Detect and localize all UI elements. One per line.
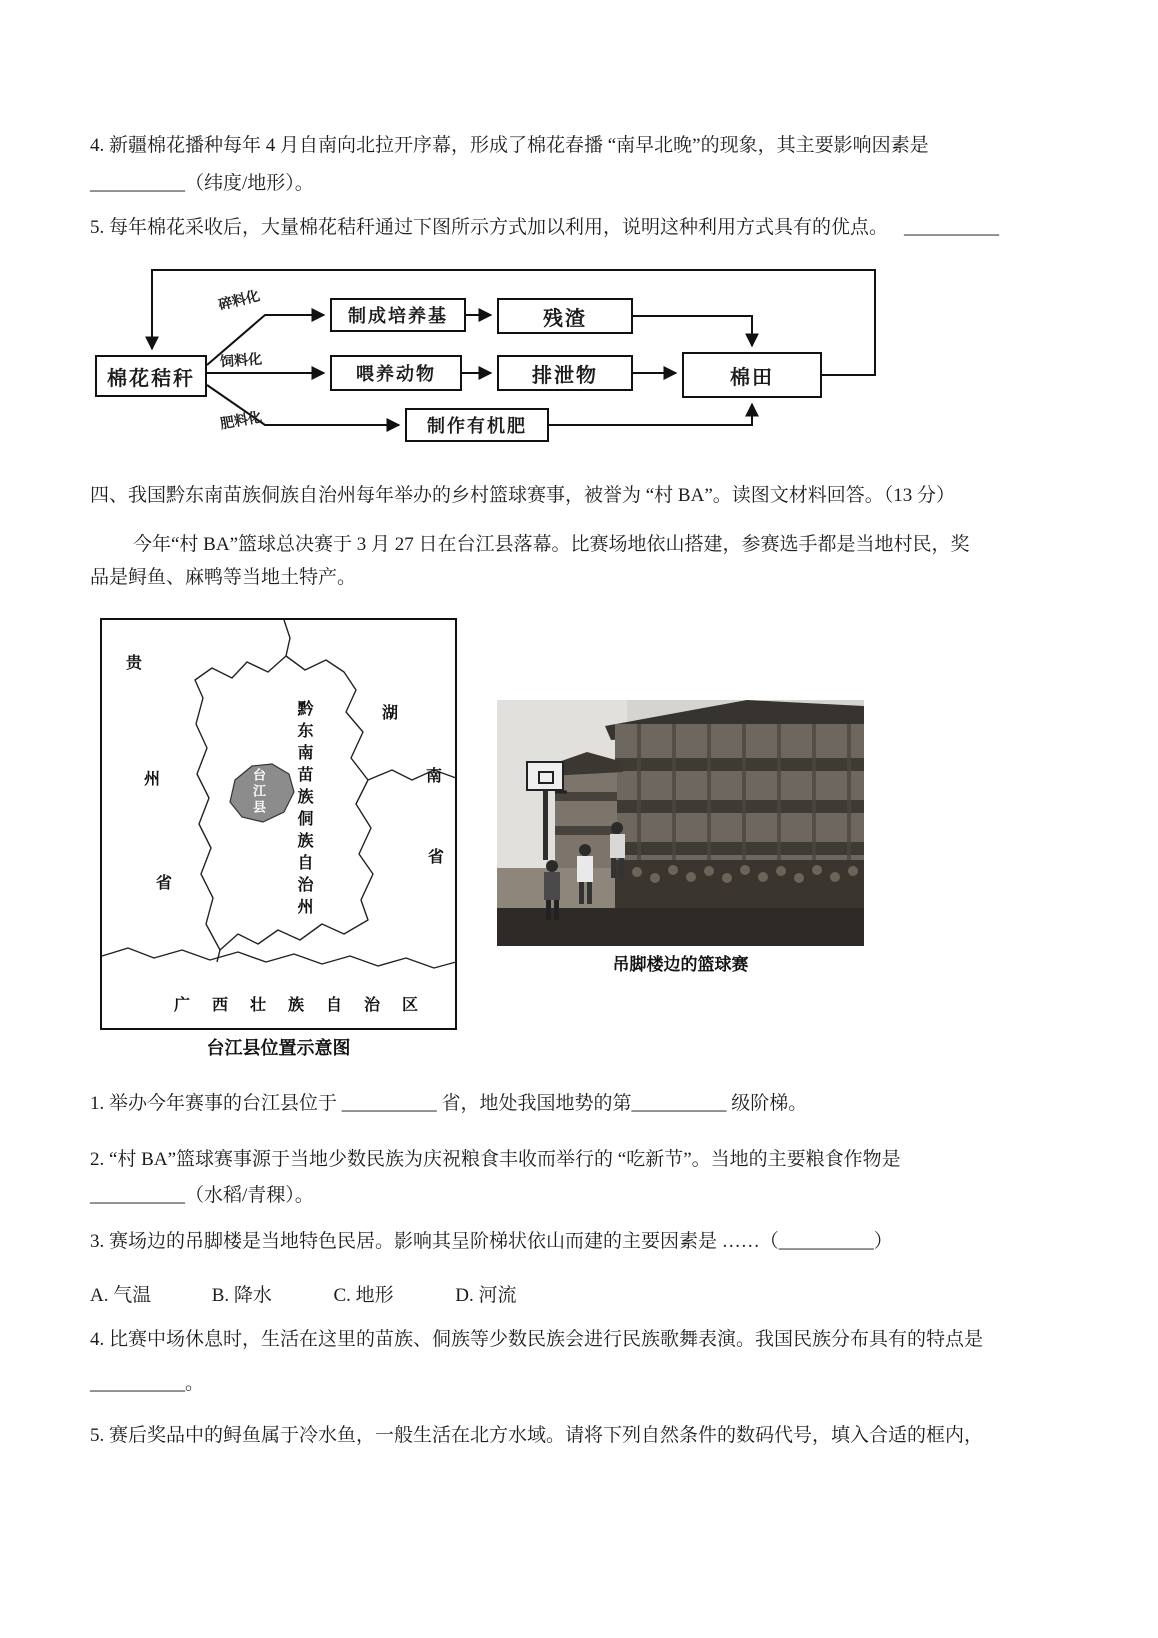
map-label-prefecture: 黔东南苗族侗族自治州 [295, 700, 312, 920]
flowchart-node-organic-fertilizer: 制作有机肥 [405, 408, 549, 442]
map-label-zhou: 州 [144, 771, 161, 788]
question-2-line-1: 2. “村 BA”篮球赛事源于当地少数民族为庆祝粮食丰收而举行的 “吃新节”。当地的主要粮食作物是 [90, 1149, 901, 1170]
question-5b: 5. 赛后奖品中的鲟鱼属于冷水鱼，一般生活在北方水域。请将下列自然条件的数码代号，填入合适的框内， [90, 1425, 984, 1446]
flowchart-node-cotton-field: 棉田 [682, 352, 822, 398]
flowchart-edge-label-feed: 饲料化 [219, 352, 263, 371]
question-3: 3. 赛场边的吊脚楼是当地特色民居。影响其呈阶梯状依山而建的主要因素是 ……（__________） [90, 1231, 893, 1252]
question-4b-line-2: __________。 [90, 1373, 205, 1394]
map-label-sheng-right: 省 [428, 849, 445, 866]
map-label-gui: 贵 [126, 655, 143, 672]
map-drawing [100, 618, 457, 1030]
section-4-paragraph-line-1: 今年“村 BA”篮球总决赛于 3 月 27 日在台江县落幕。比赛场地依山搭建，参赛选手都是当地村民，奖 [133, 534, 970, 555]
flowchart-edge-label-crush: 碎料化 [217, 289, 262, 314]
flowchart-node-residue: 残渣 [497, 298, 633, 334]
basketball-photo [497, 700, 864, 946]
question-1: 1. 举办今年赛事的台江县位于 __________ 省，地处我国地势的第__________ 级阶梯。 [90, 1093, 808, 1114]
option-b: B. 降水 [211, 1285, 272, 1306]
question-4-line-1: 4. 新疆棉花播种每年 4 月自南向北拉开序幕，形成了棉花春播 “南早北晚”的现象，其主要影响因素是 [90, 135, 929, 156]
map-label-sheng-left: 省 [156, 875, 173, 892]
question-2-line-2: __________（水稻/青稞）。 [90, 1185, 314, 1206]
question-3-options [90, 1280, 572, 1307]
map-label-nan: 南 [426, 768, 443, 785]
flowchart-node-cotton-straw: 棉花秸秆 [95, 355, 207, 397]
section-4-paragraph-line-2: 品是鲟鱼、麻鸭等当地土特产。 [90, 567, 357, 588]
map-label-guangxi: 广西壮族自治区 [174, 997, 441, 1014]
question-4b-line-1: 4. 比赛中场休息时，生活在这里的苗族、侗族等少数民族会进行民族歌舞表演。我国民族分布具有的特点是 [90, 1329, 984, 1350]
taijiang-location-map [100, 618, 457, 1030]
question-4-line-2: __________（纬度/地形）。 [90, 173, 314, 194]
section-4-heading: 四、我国黔东南苗族侗族自治州每年举办的乡村篮球赛事，被誉为 “村 BA”。读图文材料回答。（13 分） [90, 485, 956, 506]
photo-drawing [497, 700, 864, 946]
option-c: C. 地形 [333, 1285, 394, 1306]
flowchart-edge-label-fertilizer: 肥料化 [219, 410, 264, 433]
photo-caption: 吊脚楼边的篮球赛 [612, 955, 749, 974]
flowchart-node-feed-animals: 喂养动物 [330, 355, 462, 391]
question-5-blank: __________ [904, 217, 1000, 238]
map-caption: 台江县位置示意图 [206, 1038, 351, 1058]
map-label-hu: 湖 [382, 705, 399, 722]
straw-utilization-flowchart [90, 260, 1000, 460]
map-label-taijiang-county: 台江县 [251, 768, 266, 816]
question-5-line [90, 214, 999, 242]
option-a: A. 气温 [90, 1285, 152, 1306]
backboard-shape [527, 762, 563, 790]
option-d: D. 河流 [455, 1285, 517, 1306]
question-5-text: 5. 每年棉花采收后，大量棉花秸秆通过下图所示方式加以利用，说明这种利用方式具有的优点。 [90, 217, 889, 238]
flowchart-node-culture-medium: 制成培养基 [330, 298, 466, 332]
flowchart-node-excreta: 排泄物 [497, 355, 633, 391]
